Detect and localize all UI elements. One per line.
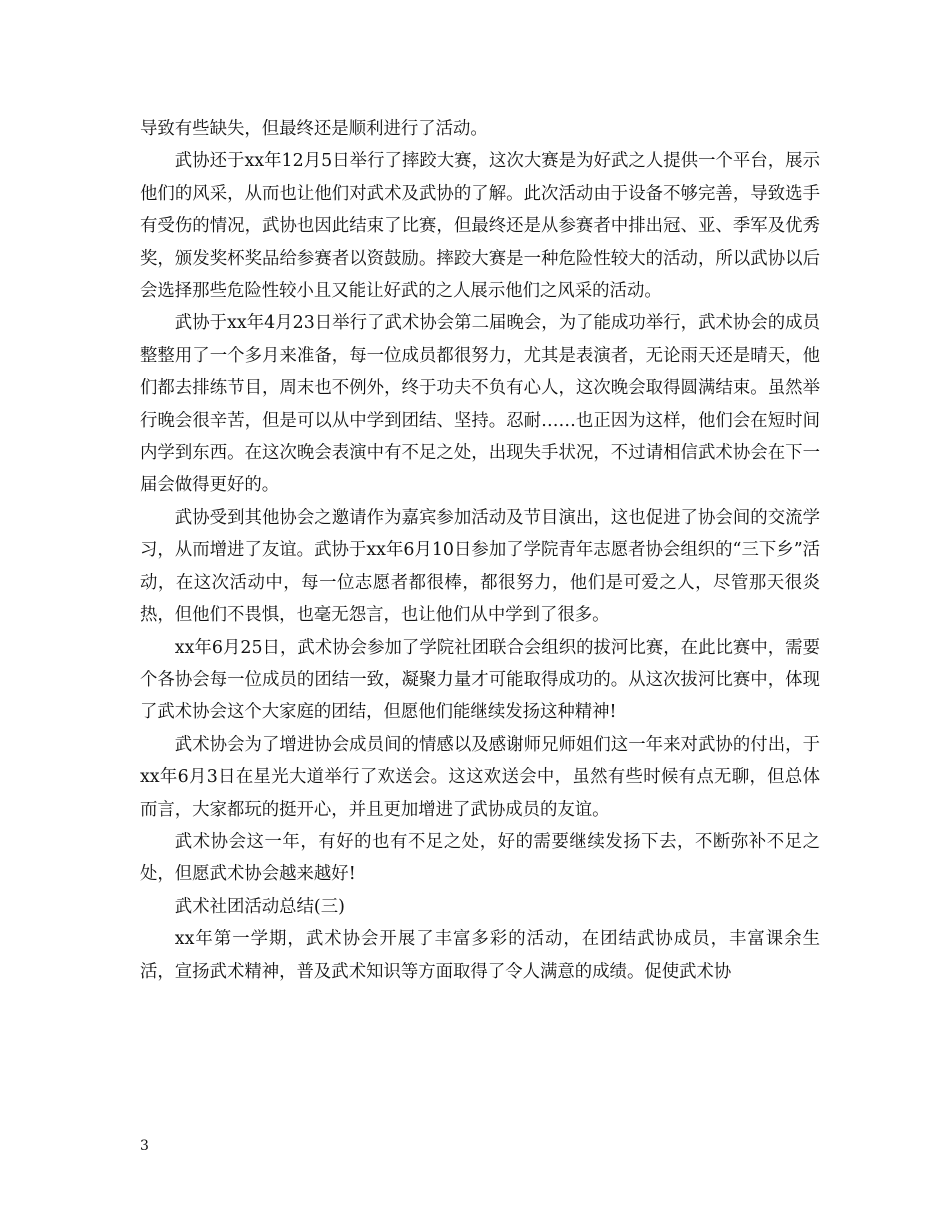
paragraph-wrestling-contest: 武协还于xx年12月5日举行了摔跤大赛，这次大赛是为好武之人提供一个平台，展示他们的风采，从而也让他们对武术及武协的了解。此次活动由于设备不够完善，导致选手有受伤的情况，武协也因此结束了比赛，但最终还是从参赛者中排出冠、亚、季军及优秀奖，颁发奖杯奖品给参赛者以资鼓励。摔跤大赛是一种危险性较大的活动，所以武协以后会选择那些危险性较小且又能让好武的之人展示他们之风采的活动。 [140,151,820,302]
paragraph-tug-of-war: xx年6月25日，武术协会参加了学院社团联合会组织的拔河比赛，在此比赛中，需要个各协会每一位成员的团结一致，凝聚力量才可能取得成功的。从这次拔河比赛中，体现了武术协会这个大家庭的团结，但愿他们能继续发扬这种精神! [140,637,820,723]
section-heading: 武术社团活动总结(三) [174,896,345,917]
document-body [140,113,820,988]
paragraph-continuation: 导致有些缺失，但最终还是顺利进行了活动。 [140,119,488,139]
paragraph-year-summary: 武术协会这一年，有好的也有不足之处，好的需要继续发扬下去，不断弥补不足之处，但愿武术协会越来越好! [140,831,820,885]
paragraph-first-semester: xx年第一学期，武术协会开展了丰富多彩的活动，在团结武协成员，丰富课余生活，宣扬武术精神，普及武术知识等方面取得了令人满意的成绩。促使武术协 [140,929,820,982]
paragraph-invited-guest: 武协受到其他协会之邀请作为嘉宾参加活动及节目演出，这也促进了协会间的交流学习，从而增进了友谊。武协于xx年6月10日参加了学院青年志愿者协会组织的“三下乡”活动，在这次活动中，每一位志愿者都很棒，都很努力，他们是可爱之人，尽管那天很炎热，但他们不畏惧，也毫无怨言，也让他们从中学到了很多。 [140,507,820,626]
paragraph-farewell-party: 武术协会为了增进协会成员间的情感以及感谢师兄师姐们这一年来对武协的付出，于xx年6月3日在星光大道举行了欢送会。这这欢送会中，虽然有些时候有点无聊，但总体而言，大家都玩的挺开心，并且更加增进了武协成员的友谊。 [140,734,820,820]
page-number: 3 [140,1138,149,1154]
paragraph-second-gala: 武协于xx年4月23日举行了武术协会第二届晚会，为了能成功举行，武术协会的成员整整用了一个多月来准备，每一位成员都很努力，尤其是表演者，无论雨天还是晴天，他们都去排练节目，周末也不例外，终于功夫不负有心人，这次晚会取得圆满结束。虽然举行晚会很辛苦，但是可以从中学到团结、坚持。忍耐……也正因为这样，他们会在短时间内学到东西。在这次晚会表演中有不足之处，出现失手状况，不过请相信武术协会在下一届会做得更好的。 [140,313,820,496]
